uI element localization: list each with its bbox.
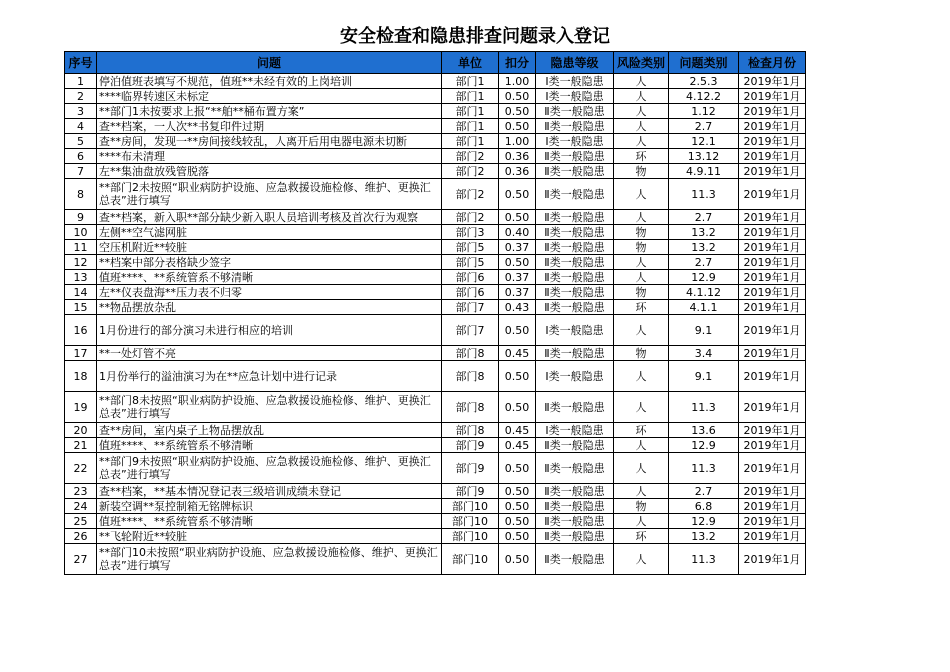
cell-issue[interactable]: 值班****、**系统管系不够清晰 bbox=[97, 438, 442, 453]
cell-category[interactable]: 12.9 bbox=[669, 514, 739, 529]
cell-no[interactable]: 22 bbox=[65, 453, 97, 484]
cell-category[interactable]: 1.12 bbox=[669, 104, 739, 119]
cell-unit[interactable]: 部门6 bbox=[442, 285, 499, 300]
cell-issue[interactable]: 查**档案，一人次**书复印件过期 bbox=[97, 119, 442, 134]
cell-month[interactable]: 2019年1月 bbox=[739, 134, 806, 149]
cell-level[interactable]: Ⅱ类一般隐患 bbox=[536, 149, 614, 164]
cell-issue[interactable]: **部门8未按照“职业病防护设施、应急救援设施检修、维护、更换汇总表”进行填写 bbox=[97, 392, 442, 423]
cell-issue[interactable]: ****临界转速区未标定 bbox=[97, 89, 442, 104]
cell-month[interactable]: 2019年1月 bbox=[739, 149, 806, 164]
cell-score[interactable]: 0.50 bbox=[499, 210, 536, 225]
cell-no[interactable]: 15 bbox=[65, 300, 97, 315]
cell-no[interactable]: 3 bbox=[65, 104, 97, 119]
cell-no[interactable]: 20 bbox=[65, 423, 97, 438]
cell-risk[interactable]: 人 bbox=[614, 255, 669, 270]
cell-score[interactable]: 0.50 bbox=[499, 392, 536, 423]
cell-score[interactable]: 1.00 bbox=[499, 134, 536, 149]
cell-issue[interactable]: 新装空调**泵控制箱无铭牌标识 bbox=[97, 499, 442, 514]
table-row bbox=[65, 453, 806, 484]
cell-category[interactable]: 11.3 bbox=[669, 544, 739, 575]
header-no[interactable]: 序号 bbox=[65, 52, 97, 74]
cell-score[interactable]: 0.50 bbox=[499, 104, 536, 119]
table-row bbox=[65, 240, 806, 255]
cell-level[interactable]: Ⅰ类一般隐患 bbox=[536, 423, 614, 438]
cell-issue[interactable]: **部门10未按照“职业病防护设施、应急救援设施检修、维护、更换汇总表”进行填写 bbox=[97, 544, 442, 575]
cell-risk[interactable]: 人 bbox=[614, 438, 669, 453]
cell-level[interactable]: Ⅱ类一般隐患 bbox=[536, 119, 614, 134]
cell-risk[interactable]: 人 bbox=[614, 119, 669, 134]
cell-category[interactable]: 2.5.3 bbox=[669, 74, 739, 89]
cell-level[interactable]: Ⅱ类一般隐患 bbox=[536, 499, 614, 514]
cell-issue[interactable]: 查**档案，**基本情况登记表三级培训成绩未登记 bbox=[97, 484, 442, 499]
cell-score[interactable]: 0.50 bbox=[499, 484, 536, 499]
table-body bbox=[65, 74, 806, 575]
table-row bbox=[65, 134, 806, 149]
cell-issue[interactable]: 查**房间，发现一**房间接线较乱，人离开后用电器电源未切断 bbox=[97, 134, 442, 149]
cell-category[interactable]: 11.3 bbox=[669, 453, 739, 484]
cell-risk[interactable]: 物 bbox=[614, 225, 669, 240]
cell-issue[interactable]: 停泊值班表填写不规范，值班**未经有效的上岗培训 bbox=[97, 74, 442, 89]
table-row bbox=[65, 285, 806, 300]
cell-unit[interactable]: 部门8 bbox=[442, 361, 499, 392]
cell-month[interactable]: 2019年1月 bbox=[739, 361, 806, 392]
cell-risk[interactable]: 人 bbox=[614, 514, 669, 529]
cell-risk[interactable]: 人 bbox=[614, 544, 669, 575]
cell-issue[interactable]: ****布未清理 bbox=[97, 149, 442, 164]
cell-unit[interactable]: 部门9 bbox=[442, 484, 499, 499]
cell-month[interactable]: 2019年1月 bbox=[739, 270, 806, 285]
cell-score[interactable]: 0.50 bbox=[499, 529, 536, 544]
cell-risk[interactable]: 环 bbox=[614, 529, 669, 544]
cell-level[interactable]: Ⅰ类一般隐患 bbox=[536, 74, 614, 89]
cell-category[interactable]: 9.1 bbox=[669, 361, 739, 392]
cell-month[interactable]: 2019年1月 bbox=[739, 74, 806, 89]
cell-month[interactable]: 2019年1月 bbox=[739, 529, 806, 544]
table-row bbox=[65, 104, 806, 119]
issue-table bbox=[64, 51, 806, 575]
cell-level[interactable]: Ⅱ类一般隐患 bbox=[536, 255, 614, 270]
cell-issue[interactable]: 左**仪表盘海**压力表不归零 bbox=[97, 285, 442, 300]
cell-issue[interactable]: 左**集油盘放残管脱落 bbox=[97, 164, 442, 179]
cell-risk[interactable]: 环 bbox=[614, 300, 669, 315]
table-row bbox=[65, 346, 806, 361]
cell-score[interactable]: 0.40 bbox=[499, 225, 536, 240]
cell-level[interactable]: Ⅱ类一般隐患 bbox=[536, 285, 614, 300]
cell-month[interactable]: 2019年1月 bbox=[739, 119, 806, 134]
cell-no[interactable]: 24 bbox=[65, 499, 97, 514]
cell-level[interactable]: Ⅱ类一般隐患 bbox=[536, 438, 614, 453]
header-risk[interactable]: 风险类别 bbox=[614, 52, 669, 74]
cell-issue[interactable]: 左侧**空气滤网脏 bbox=[97, 225, 442, 240]
cell-no[interactable]: 4 bbox=[65, 119, 97, 134]
cell-unit[interactable]: 部门1 bbox=[442, 119, 499, 134]
cell-issue[interactable]: **一处灯管不亮 bbox=[97, 346, 442, 361]
cell-level[interactable]: Ⅰ类一般隐患 bbox=[536, 89, 614, 104]
table-row bbox=[65, 255, 806, 270]
table-row bbox=[65, 119, 806, 134]
cell-risk[interactable]: 物 bbox=[614, 285, 669, 300]
cell-issue[interactable]: **部门2未按照“职业病防护设施、应急救援设施检修、维护、更换汇总表”进行填写 bbox=[97, 179, 442, 210]
table-row bbox=[65, 392, 806, 423]
cell-score[interactable]: 0.50 bbox=[499, 89, 536, 104]
cell-issue[interactable]: **部门1未按要求上报“**舶**桶布置方案” bbox=[97, 104, 442, 119]
cell-unit[interactable]: 部门1 bbox=[442, 89, 499, 104]
table-row bbox=[65, 270, 806, 285]
cell-category[interactable]: 4.12.2 bbox=[669, 89, 739, 104]
cell-category[interactable]: 12.9 bbox=[669, 270, 739, 285]
cell-level[interactable]: Ⅱ类一般隐患 bbox=[536, 453, 614, 484]
cell-risk[interactable]: 环 bbox=[614, 149, 669, 164]
cell-score[interactable]: 0.36 bbox=[499, 149, 536, 164]
cell-no[interactable]: 9 bbox=[65, 210, 97, 225]
cell-month[interactable]: 2019年1月 bbox=[739, 544, 806, 575]
cell-no[interactable]: 5 bbox=[65, 134, 97, 149]
cell-month[interactable]: 2019年1月 bbox=[739, 392, 806, 423]
cell-unit[interactable]: 部门8 bbox=[442, 346, 499, 361]
cell-month[interactable]: 2019年1月 bbox=[739, 499, 806, 514]
cell-category[interactable]: 2.7 bbox=[669, 255, 739, 270]
table-row bbox=[65, 225, 806, 240]
cell-no[interactable]: 7 bbox=[65, 164, 97, 179]
cell-level[interactable]: Ⅰ类一般隐患 bbox=[536, 315, 614, 346]
cell-category[interactable]: 2.7 bbox=[669, 210, 739, 225]
cell-no[interactable]: 21 bbox=[65, 438, 97, 453]
cell-unit[interactable]: 部门2 bbox=[442, 179, 499, 210]
cell-category[interactable]: 13.12 bbox=[669, 149, 739, 164]
cell-no[interactable]: 25 bbox=[65, 514, 97, 529]
cell-month[interactable]: 2019年1月 bbox=[739, 104, 806, 119]
cell-score[interactable]: 0.50 bbox=[499, 499, 536, 514]
cell-month[interactable]: 2019年1月 bbox=[739, 438, 806, 453]
cell-score[interactable]: 0.43 bbox=[499, 300, 536, 315]
cell-no[interactable]: 18 bbox=[65, 361, 97, 392]
cell-risk[interactable]: 人 bbox=[614, 134, 669, 149]
cell-score[interactable]: 0.50 bbox=[499, 544, 536, 575]
cell-score[interactable]: 0.50 bbox=[499, 453, 536, 484]
table-row bbox=[65, 300, 806, 315]
cell-level[interactable]: Ⅱ类一般隐患 bbox=[536, 514, 614, 529]
cell-risk[interactable]: 人 bbox=[614, 270, 669, 285]
cell-score[interactable]: 0.37 bbox=[499, 285, 536, 300]
cell-category[interactable]: 11.3 bbox=[669, 392, 739, 423]
table-row bbox=[65, 315, 806, 346]
cell-unit[interactable]: 部门3 bbox=[442, 225, 499, 240]
cell-no[interactable]: 12 bbox=[65, 255, 97, 270]
cell-score[interactable]: 0.45 bbox=[499, 438, 536, 453]
cell-no[interactable]: 17 bbox=[65, 346, 97, 361]
cell-unit[interactable]: 部门7 bbox=[442, 315, 499, 346]
cell-level[interactable]: Ⅱ类一般隐患 bbox=[536, 164, 614, 179]
cell-level[interactable]: Ⅱ类一般隐患 bbox=[536, 300, 614, 315]
cell-unit[interactable]: 部门7 bbox=[442, 300, 499, 315]
cell-score[interactable]: 0.45 bbox=[499, 346, 536, 361]
table-row bbox=[65, 164, 806, 179]
cell-unit[interactable]: 部门6 bbox=[442, 270, 499, 285]
cell-score[interactable]: 0.37 bbox=[499, 240, 536, 255]
cell-unit[interactable]: 部门2 bbox=[442, 164, 499, 179]
cell-no[interactable]: 26 bbox=[65, 529, 97, 544]
cell-month[interactable]: 2019年1月 bbox=[739, 225, 806, 240]
cell-risk[interactable]: 环 bbox=[614, 423, 669, 438]
cell-unit[interactable]: 部门10 bbox=[442, 514, 499, 529]
cell-month[interactable]: 2019年1月 bbox=[739, 514, 806, 529]
cell-risk[interactable]: 人 bbox=[614, 104, 669, 119]
cell-category[interactable]: 9.1 bbox=[669, 315, 739, 346]
table-row bbox=[65, 438, 806, 453]
cell-level[interactable]: Ⅰ类一般隐患 bbox=[536, 361, 614, 392]
cell-no[interactable]: 11 bbox=[65, 240, 97, 255]
cell-unit[interactable]: 部门1 bbox=[442, 74, 499, 89]
cell-unit[interactable]: 部门9 bbox=[442, 438, 499, 453]
cell-risk[interactable]: 物 bbox=[614, 346, 669, 361]
cell-risk[interactable]: 人 bbox=[614, 74, 669, 89]
cell-month[interactable]: 2019年1月 bbox=[739, 423, 806, 438]
cell-category[interactable]: 6.8 bbox=[669, 499, 739, 514]
cell-issue[interactable]: 查**档案，新入职**部分缺少新入职人员培训考核及首次行为观察 bbox=[97, 210, 442, 225]
cell-category[interactable]: 2.7 bbox=[669, 119, 739, 134]
table-row bbox=[65, 499, 806, 514]
header-row bbox=[65, 52, 806, 74]
cell-issue[interactable]: 值班****、**系统管系不够清晰 bbox=[97, 270, 442, 285]
cell-no[interactable]: 16 bbox=[65, 315, 97, 346]
table-row bbox=[65, 544, 806, 575]
cell-month[interactable]: 2019年1月 bbox=[739, 285, 806, 300]
cell-category[interactable]: 11.3 bbox=[669, 179, 739, 210]
cell-issue[interactable]: **档案中部分表格缺少签字 bbox=[97, 255, 442, 270]
cell-month[interactable]: 2019年1月 bbox=[739, 453, 806, 484]
cell-level[interactable]: Ⅱ类一般隐患 bbox=[536, 210, 614, 225]
cell-no[interactable]: 2 bbox=[65, 89, 97, 104]
cell-month[interactable]: 2019年1月 bbox=[739, 164, 806, 179]
cell-category[interactable]: 13.2 bbox=[669, 529, 739, 544]
cell-category[interactable]: 2.7 bbox=[669, 484, 739, 499]
cell-level[interactable]: Ⅱ类一般隐患 bbox=[536, 270, 614, 285]
cell-score[interactable]: 0.50 bbox=[499, 315, 536, 346]
cell-risk[interactable]: 人 bbox=[614, 392, 669, 423]
cell-issue[interactable]: 值班****、**系统管系不够清晰 bbox=[97, 514, 442, 529]
header-level[interactable]: 隐患等级 bbox=[536, 52, 614, 74]
table-row bbox=[65, 149, 806, 164]
cell-unit[interactable]: 部门5 bbox=[442, 240, 499, 255]
cell-score[interactable]: 0.50 bbox=[499, 255, 536, 270]
cell-score[interactable]: 0.50 bbox=[499, 119, 536, 134]
cell-no[interactable]: 10 bbox=[65, 225, 97, 240]
cell-risk[interactable]: 人 bbox=[614, 210, 669, 225]
table-row bbox=[65, 74, 806, 89]
cell-category[interactable]: 3.4 bbox=[669, 346, 739, 361]
cell-issue[interactable]: 空压机附近**较脏 bbox=[97, 240, 442, 255]
header-issue[interactable]: 问题 bbox=[97, 52, 442, 74]
cell-risk[interactable]: 物 bbox=[614, 499, 669, 514]
table-row bbox=[65, 89, 806, 104]
cell-level[interactable]: Ⅱ类一般隐患 bbox=[536, 544, 614, 575]
cell-month[interactable]: 2019年1月 bbox=[739, 240, 806, 255]
cell-no[interactable]: 6 bbox=[65, 149, 97, 164]
cell-level[interactable]: Ⅱ类一般隐患 bbox=[536, 346, 614, 361]
cell-unit[interactable]: 部门5 bbox=[442, 255, 499, 270]
sheet-title: 安全检查和隐患排查问题录入登记 bbox=[340, 26, 610, 47]
cell-level[interactable]: Ⅱ类一般隐患 bbox=[536, 179, 614, 210]
cell-issue[interactable]: **部门9未按照“职业病防护设施、应急救援设施检修、维护、更换汇总表”进行填写 bbox=[97, 453, 442, 484]
cell-unit[interactable]: 部门9 bbox=[442, 453, 499, 484]
cell-issue[interactable]: 查**房间，室内桌子上物品摆放乱 bbox=[97, 423, 442, 438]
cell-category[interactable]: 4.9.11 bbox=[669, 164, 739, 179]
cell-no[interactable]: 23 bbox=[65, 484, 97, 499]
cell-issue[interactable]: 1月份进行的部分演习未进行相应的培训 bbox=[97, 315, 442, 346]
cell-category[interactable]: 12.9 bbox=[669, 438, 739, 453]
cell-unit[interactable]: 部门10 bbox=[442, 544, 499, 575]
cell-no[interactable]: 8 bbox=[65, 179, 97, 210]
table-row bbox=[65, 179, 806, 210]
cell-score[interactable]: 1.00 bbox=[499, 74, 536, 89]
table-row bbox=[65, 484, 806, 499]
cell-unit[interactable]: 部门1 bbox=[442, 134, 499, 149]
cell-score[interactable]: 0.37 bbox=[499, 270, 536, 285]
cell-no[interactable]: 14 bbox=[65, 285, 97, 300]
cell-score[interactable]: 0.36 bbox=[499, 164, 536, 179]
cell-issue[interactable]: **飞轮附近**较脏 bbox=[97, 529, 442, 544]
cell-score[interactable]: 0.50 bbox=[499, 514, 536, 529]
cell-no[interactable]: 13 bbox=[65, 270, 97, 285]
cell-unit[interactable]: 部门8 bbox=[442, 392, 499, 423]
cell-risk[interactable]: 物 bbox=[614, 164, 669, 179]
cell-no[interactable]: 1 bbox=[65, 74, 97, 89]
cell-month[interactable]: 2019年1月 bbox=[739, 89, 806, 104]
table-row bbox=[65, 423, 806, 438]
cell-month[interactable]: 2019年1月 bbox=[739, 255, 806, 270]
cell-category[interactable]: 4.1.1 bbox=[669, 300, 739, 315]
cell-issue[interactable]: 1月份举行的溢油演习为在**应急计划中进行记录 bbox=[97, 361, 442, 392]
cell-level[interactable]: Ⅱ类一般隐患 bbox=[536, 225, 614, 240]
cell-level[interactable]: Ⅱ类一般隐患 bbox=[536, 240, 614, 255]
cell-unit[interactable]: 部门10 bbox=[442, 499, 499, 514]
cell-risk[interactable]: 人 bbox=[614, 361, 669, 392]
header-month[interactable]: 检查月份 bbox=[739, 52, 806, 74]
cell-level[interactable]: Ⅱ类一般隐患 bbox=[536, 529, 614, 544]
table-row bbox=[65, 514, 806, 529]
cell-score[interactable]: 0.50 bbox=[499, 361, 536, 392]
cell-risk[interactable]: 人 bbox=[614, 89, 669, 104]
cell-month[interactable]: 2019年1月 bbox=[739, 210, 806, 225]
cell-risk[interactable]: 人 bbox=[614, 484, 669, 499]
cell-level[interactable]: Ⅱ类一般隐患 bbox=[536, 392, 614, 423]
cell-unit[interactable]: 部门10 bbox=[442, 529, 499, 544]
cell-level[interactable]: Ⅰ类一般隐患 bbox=[536, 134, 614, 149]
cell-unit[interactable]: 部门1 bbox=[442, 104, 499, 119]
cell-month[interactable]: 2019年1月 bbox=[739, 300, 806, 315]
header-category[interactable]: 问题类别 bbox=[669, 52, 739, 74]
table-row bbox=[65, 529, 806, 544]
cell-score[interactable]: 0.45 bbox=[499, 423, 536, 438]
cell-risk[interactable]: 物 bbox=[614, 240, 669, 255]
cell-no[interactable]: 27 bbox=[65, 544, 97, 575]
cell-score[interactable]: 0.50 bbox=[499, 179, 536, 210]
cell-unit[interactable]: 部门8 bbox=[442, 423, 499, 438]
cell-unit[interactable]: 部门2 bbox=[442, 149, 499, 164]
cell-no[interactable]: 19 bbox=[65, 392, 97, 423]
header-score[interactable]: 扣分 bbox=[499, 52, 536, 74]
cell-category[interactable]: 13.6 bbox=[669, 423, 739, 438]
cell-month[interactable]: 2019年1月 bbox=[739, 346, 806, 361]
cell-month[interactable]: 2019年1月 bbox=[739, 484, 806, 499]
cell-month[interactable]: 2019年1月 bbox=[739, 179, 806, 210]
table-row bbox=[65, 210, 806, 225]
table-row bbox=[65, 361, 806, 392]
cell-risk[interactable]: 人 bbox=[614, 179, 669, 210]
cell-category[interactable]: 4.1.12 bbox=[669, 285, 739, 300]
cell-level[interactable]: Ⅱ类一般隐患 bbox=[536, 104, 614, 119]
cell-risk[interactable]: 人 bbox=[614, 315, 669, 346]
header-unit[interactable]: 单位 bbox=[442, 52, 499, 74]
cell-unit[interactable]: 部门2 bbox=[442, 210, 499, 225]
cell-category[interactable]: 13.2 bbox=[669, 240, 739, 255]
cell-issue[interactable]: **物品摆放杂乱 bbox=[97, 300, 442, 315]
cell-month[interactable]: 2019年1月 bbox=[739, 315, 806, 346]
cell-category[interactable]: 13.2 bbox=[669, 225, 739, 240]
cell-level[interactable]: Ⅱ类一般隐患 bbox=[536, 484, 614, 499]
cell-risk[interactable]: 人 bbox=[614, 453, 669, 484]
cell-category[interactable]: 12.1 bbox=[669, 134, 739, 149]
